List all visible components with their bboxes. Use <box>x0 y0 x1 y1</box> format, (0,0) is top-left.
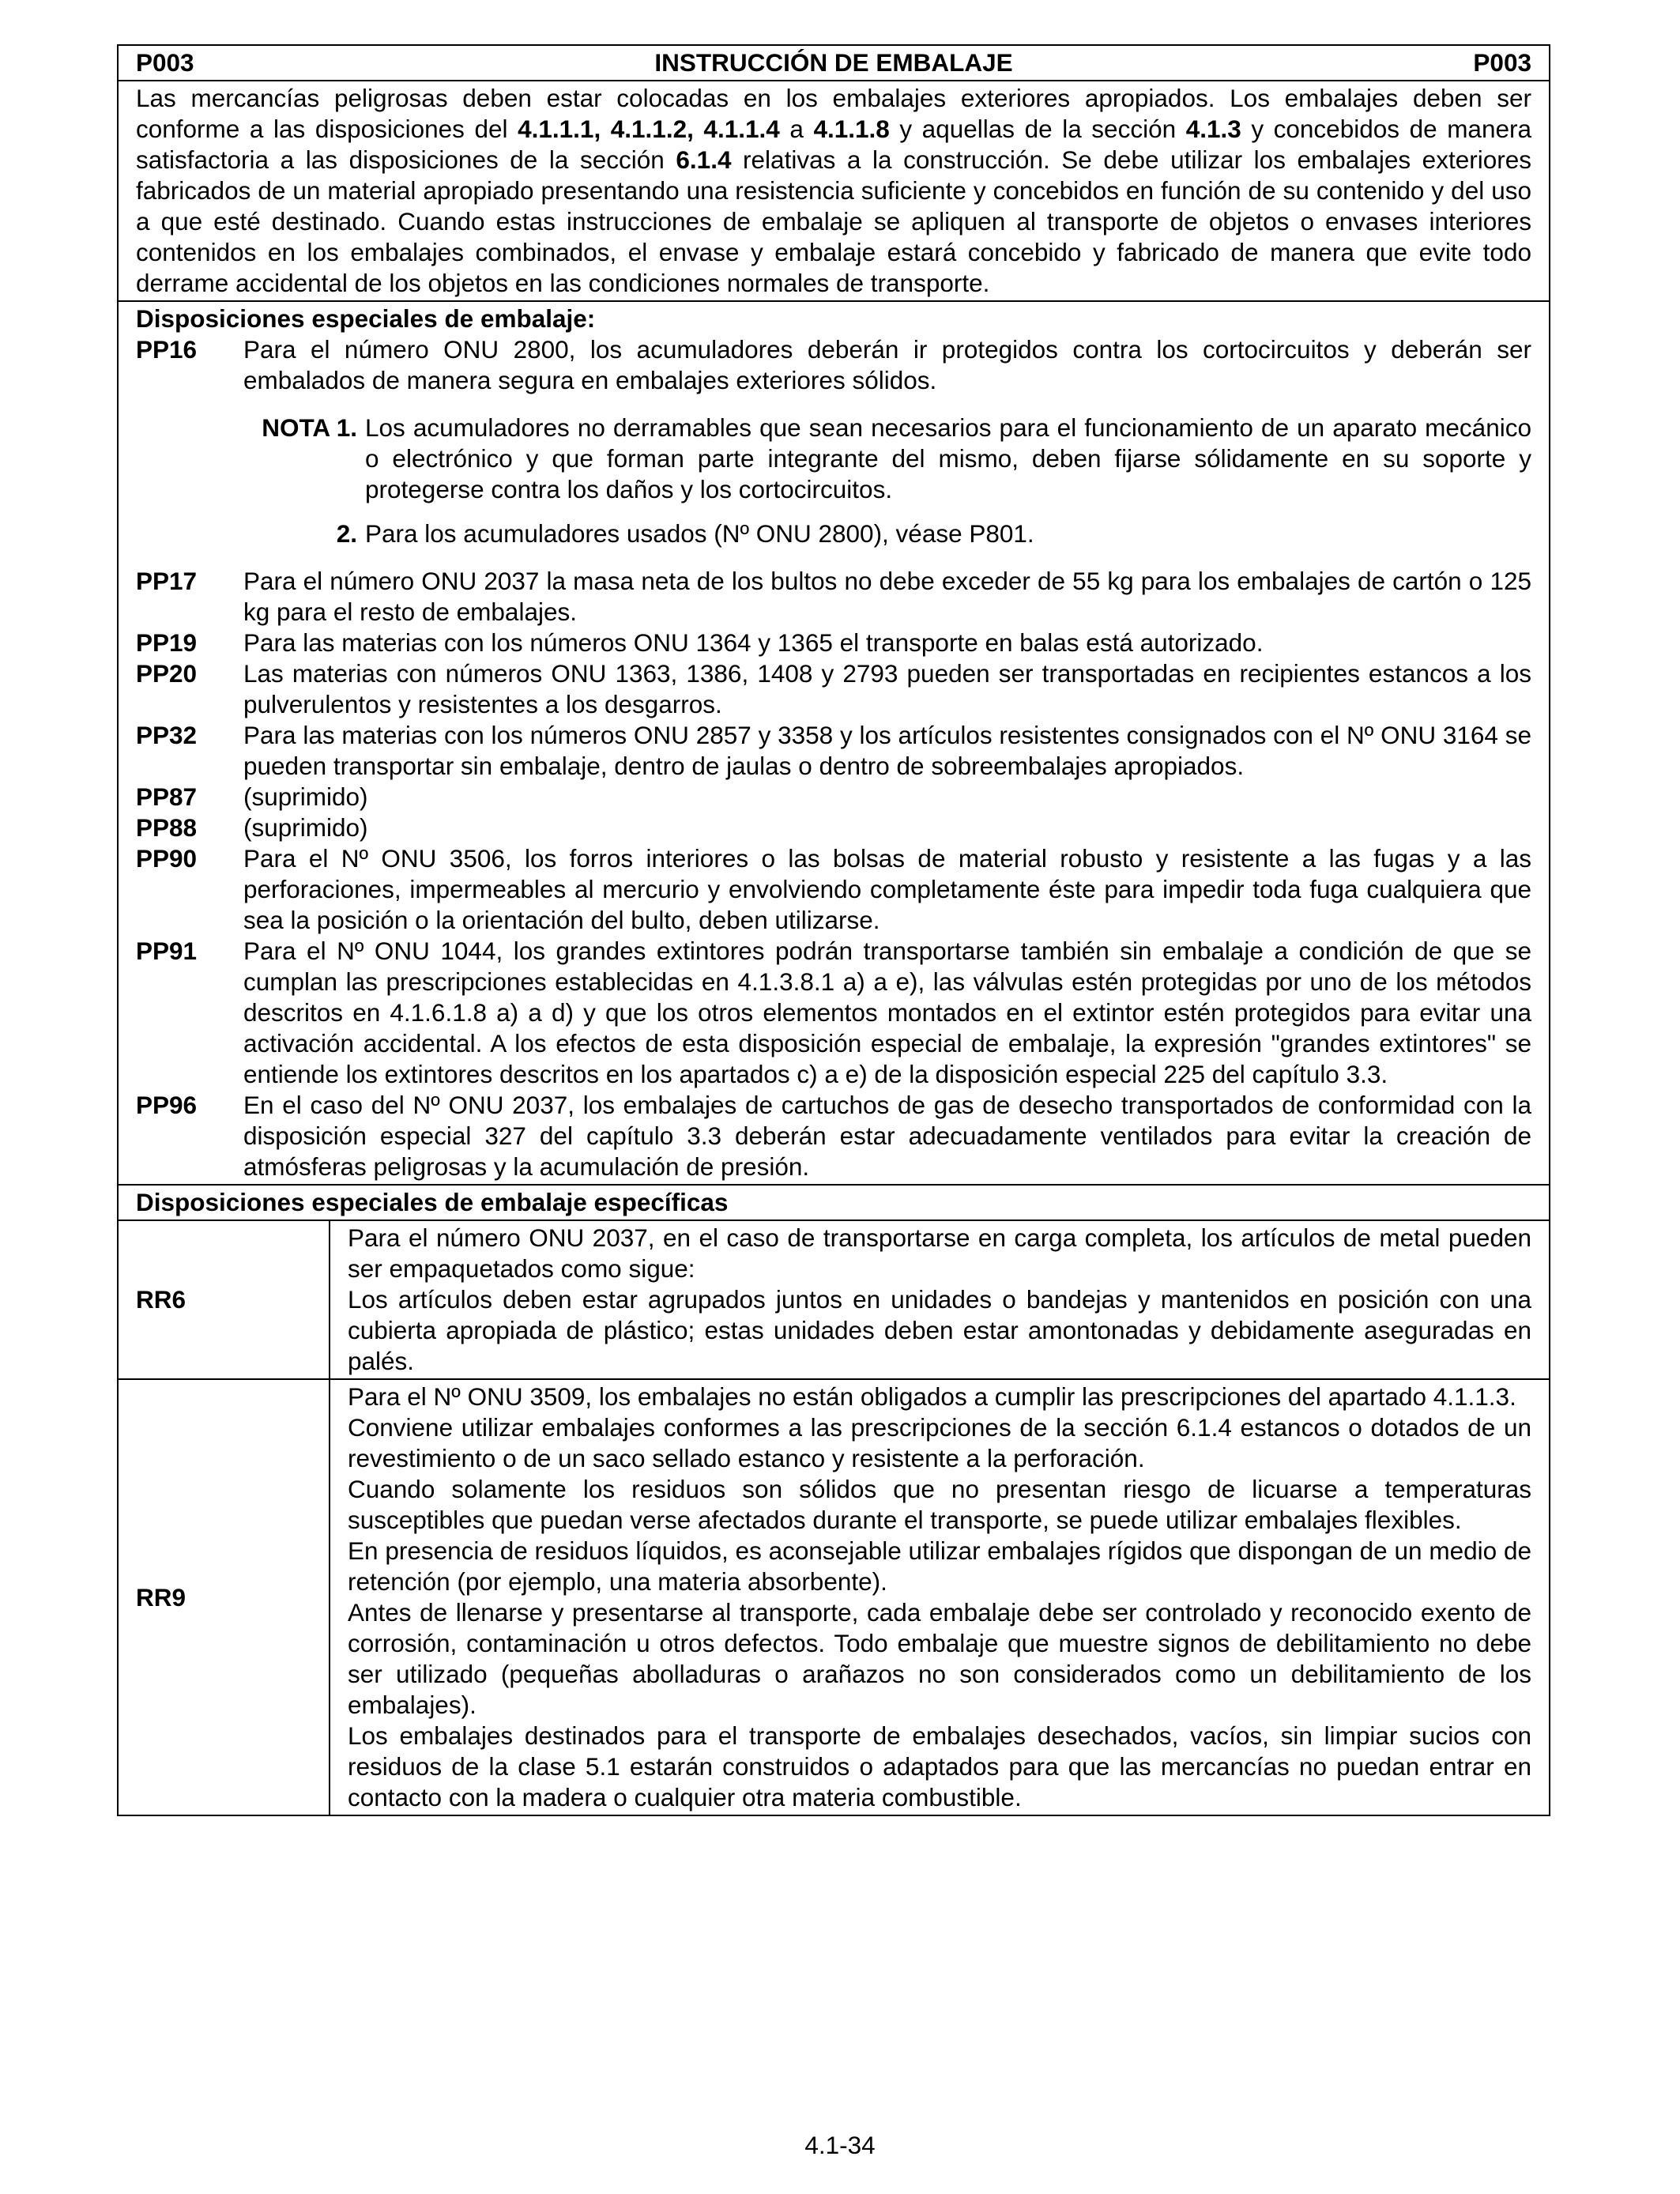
intro-reference: 6.1.4 <box>676 145 732 174</box>
intro-text: relativas a la construcción. Se debe utilizar los embalajes exteriores fabricados de un material apropiado presentando una resistencia suficiente y concebidos en función de su contenido y del uso a que esté destinado. Cuando estas instrucciones de embalaje se apliquen al transporte de objetos o envases interiores contenidos en los embalajes combinados, el envase y embalaje estará concebido y fabricado de manera que evite todo derrame accidental de los objetos en las condiciones normales de transporte. <box>136 145 1531 297</box>
rr6-paragraph: Los artículos deben estar agrupados juntos en unidades o bandejas y mantenidos en posición con una cubierta apropiada de plástico; estas unidades deben estar amontonadas y debidamente aseguradas en palés. <box>348 1285 1531 1375</box>
intro-text: y aquellas de la sección <box>889 115 1186 143</box>
provision-code: PP16 <box>136 335 198 364</box>
intro-reference: 4.1.1.8 <box>813 115 890 143</box>
intro-reference: 4.1.1.1, 4.1.1.2, 4.1.1.4 <box>518 115 780 143</box>
provision-code: PP17 <box>136 567 198 595</box>
special-provisions-cell <box>118 301 1550 1185</box>
note-label: 2. <box>336 519 357 548</box>
provision-pp16 <box>136 334 1531 396</box>
provision-text: Las materias con números ONU 1363, 1386, 1408 y 2793 pueden ser transportadas en recipientes estancos a los pulverulentos y resistentes a los desgarros. <box>243 659 1531 718</box>
provision-pp87 <box>136 782 1531 812</box>
note-text: Los acumuladores no derramables que sean necesarios para el funcionamiento de un aparato mecánico o electrónico y que forman parte integrante del mismo, deben fijarse sólidamente en su soporte y protegerse contra los daños y los cortocircuitos. <box>365 413 1531 503</box>
provision-pp91 <box>136 936 1531 1090</box>
provision-text: En el caso del Nº ONU 2037, los embalajes de cartuchos de gas de desecho transportados de conformidad con la disposición especial 327 del capítulo 3.3 deberán estar adecuadamente ventilados para evitar la creación de atmósferas peligrosas y la acumulación de presión. <box>243 1091 1531 1181</box>
provision-text: Para el número ONU 2800, los acumuladores deberán ir protegidos contra los cortocircuitos y deberán ser embalados de manera segura en embalajes exteriores sólidos. <box>243 335 1531 394</box>
provision-code: PP96 <box>136 1091 198 1119</box>
provision-pp17 <box>136 566 1531 628</box>
rr6-paragraph: Para el número ONU 2037, en el caso de transportarse en carga completa, los artículos de metal pueden ser empaquetados como sigue: <box>348 1223 1531 1283</box>
instruction-title: INSTRUCCIÓN DE EMBALAJE <box>654 48 1013 77</box>
provision-text: Para el Nº ONU 1044, los grandes extintores podrán transportarse también sin embalaje a condición de que se cumplan las prescripciones establecidas en 4.1.3.8.1 a) a e), las válvulas estén protegidas por uno de los métodos descritos en 4.1.6.1.8 a) a d) y que los otros elementos montados en el extintor estén protegidos para evitar una activación accidental. A los efectos de esta disposición especial de embalaje, la expresión "grandes extintores" se entiende los extintores descritos en los apartados c) a e) de la disposición especial 225 del capítulo 3.3. <box>243 937 1531 1088</box>
provision-text: Para las materias con los números ONU 1364 y 1365 el transporte en balas está autorizado. <box>243 628 1264 657</box>
provision-code: PP91 <box>136 937 198 965</box>
header-row <box>118 45 1550 81</box>
rr9-text <box>330 1379 1550 1815</box>
intro-text: Las mercancías peligrosas deben estar colocadas en los embalajes exteriores apropiados. Los embalajes deben ser conforme a las disposiciones del <box>136 84 1531 143</box>
rr9-paragraph: Antes de llenarse y presentarse al transporte, cada embalaje debe ser controlado y reconocido exento de corrosión, contaminación u otros defectos. Todo embalaje que muestre signos de debilitamiento no debe ser utilizado (pequeñas abolladuras o arañazos no son considerados como un debilitamiento de los embalajes). <box>348 1598 1531 1719</box>
provision-code: PP88 <box>136 813 198 842</box>
provision-pp90 <box>136 843 1531 936</box>
special-provisions-heading: Disposiciones especiales de embalaje: <box>136 304 596 333</box>
provision-text: Para el número ONU 2037 la masa neta de los bultos no debe exceder de 55 kg para los embalajes de cartón o 125 kg para el resto de embalajes. <box>243 567 1531 626</box>
special-provisions-row <box>118 301 1550 1185</box>
provision-text: Para las materias con los números ONU 2857 y 3358 y los artículos resistentes consignados con el Nº ONU 3164 se pueden transportar sin embalaje, dentro de jaulas o dentro de sobreembalajes apropiados. <box>243 721 1531 780</box>
provision-pp32 <box>136 720 1531 782</box>
pp16-notes <box>243 413 1531 549</box>
rr6-code: RR6 <box>118 1220 330 1379</box>
intro-text: a <box>779 115 814 143</box>
rr9-paragraph: Cuando solamente los residuos son sólidos que no presentan riesgo de licuarse a temperaturas susceptibles que puedan verse afectados durante el transporte, se puede utilizar embalajes flexibles. <box>348 1475 1531 1534</box>
note-label: NOTA 1. <box>262 413 357 442</box>
rr6-text <box>330 1220 1550 1379</box>
provision-code: PP20 <box>136 659 198 688</box>
intro-reference: 4.1.3 <box>1185 115 1241 143</box>
provision-pp88 <box>136 812 1531 843</box>
provision-pp19 <box>136 628 1531 658</box>
instruction-code-left: P003 <box>136 48 194 77</box>
page-number: 4.1-34 <box>804 2131 876 2159</box>
provision-text: (suprimido) <box>243 813 368 842</box>
provision-code: PP32 <box>136 721 198 749</box>
note-text: Para los acumuladores usados (Nº ONU 2800), véase P801. <box>365 519 1034 548</box>
rr9-paragraph: Para el Nº ONU 3509, los embalajes no están obligados a cumplir las prescripciones del apartado 4.1.1.3. <box>348 1382 1516 1411</box>
header-bar <box>136 47 1531 78</box>
intro-text: y concebidos de manera satisfactoria a las disposiciones de la sección <box>136 115 1531 174</box>
note-1 <box>243 413 1531 505</box>
rr9-row <box>118 1379 1550 1815</box>
provision-pp96 <box>136 1090 1531 1182</box>
rr9-code: RR9 <box>118 1379 330 1815</box>
provision-code: PP19 <box>136 628 198 657</box>
document-page <box>117 44 1549 1816</box>
rr6-row <box>118 1220 1550 1379</box>
specific-provisions-heading: Disposiciones especiales de embalaje específicas <box>118 1185 1550 1220</box>
header-cell <box>118 45 1550 81</box>
provision-code: PP87 <box>136 782 198 811</box>
packing-instruction-table <box>117 44 1550 1816</box>
provision-code: PP90 <box>136 844 198 873</box>
rr9-paragraph: Conviene utilizar embalajes conformes a las prescripciones de la sección 6.1.4 estancos o dotados de un revestimiento o de un saco sellado estanco y resistente a la perforación. <box>348 1413 1531 1472</box>
instruction-code-right: P003 <box>1473 48 1531 77</box>
intro-row <box>118 81 1550 301</box>
provision-text: (suprimido) <box>243 782 368 811</box>
provision-text: Para el Nº ONU 3506, los forros interiores o las bolsas de material robusto y resistente a las fugas y a las perforaciones, impermeables al mercurio y envolviendo completamente éste para impedir toda fuga cualquiera que sea la posición o la orientación del bulto, deben utilizarse. <box>243 844 1531 934</box>
specific-provisions-heading-row <box>118 1185 1550 1220</box>
note-2 <box>243 518 1531 549</box>
provision-pp20 <box>136 658 1531 720</box>
rr9-paragraph: En presencia de residuos líquidos, es aconsejable utilizar embalajes rígidos que dispongan de un medio de retención (por ejemplo, una materia absorbente). <box>348 1536 1531 1596</box>
rr9-paragraph: Los embalajes destinados para el transporte de embalajes desechados, vacíos, sin limpiar sucios con residuos de la clase 5.1 estarán construidos o adaptados para que las mercancías no puedan entrar en contacto con la madera o cualquier otra materia combustible. <box>348 1721 1531 1811</box>
intro-paragraph <box>118 81 1550 301</box>
